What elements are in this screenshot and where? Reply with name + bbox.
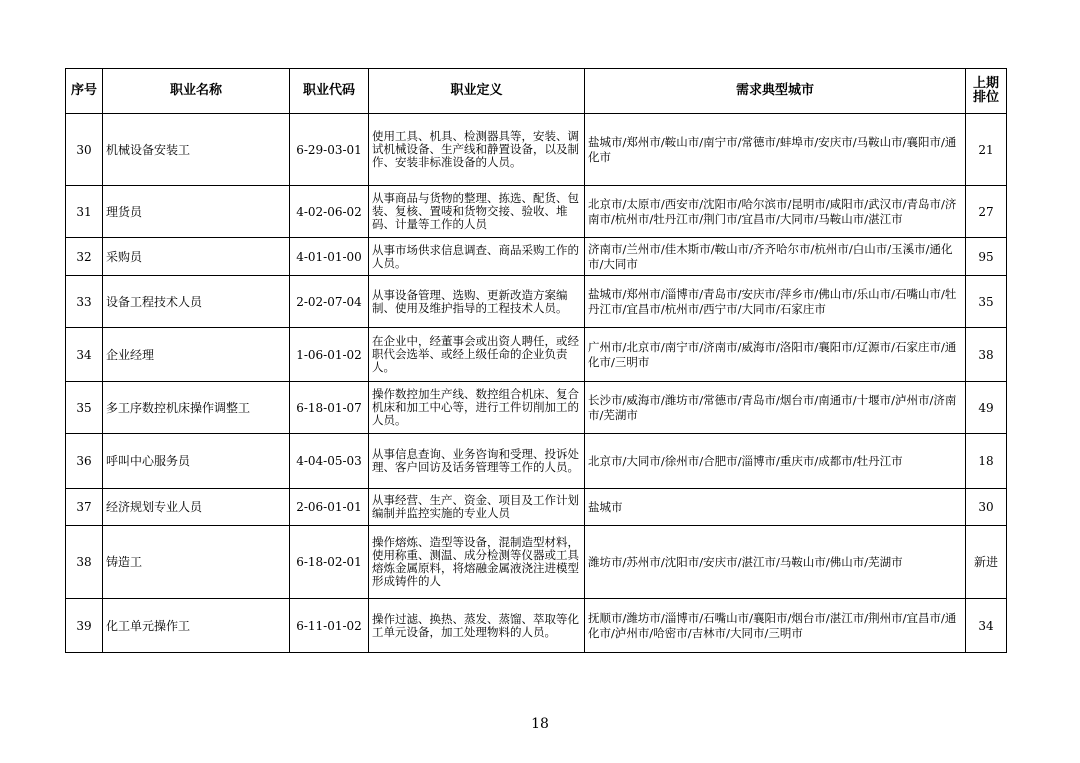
row-definition: 从事信息查询、业务咨询和受理、投诉处理、客户回访及话务管理等工作的人员。 (369, 434, 585, 489)
row-name: 企业经理 (103, 328, 290, 382)
row-name: 多工序数控机床操作调整工 (103, 382, 290, 434)
row-definition: 操作熔炼、造型等设备，混制造型材料，使用称重、测温、成分检测等仪器或工具熔炼金属原料，将熔融金属液浇注进模型形成铸件的人 (369, 526, 585, 599)
row-name: 采购员 (103, 238, 290, 276)
header-code: 职业代码 (290, 69, 369, 114)
table-row (66, 114, 1007, 186)
row-code: 2-02-07-04 (290, 276, 369, 328)
table-header-row (66, 69, 1007, 114)
row-code: 6-29-03-01 (290, 114, 369, 186)
row-prev-rank: 34 (966, 599, 1007, 653)
row-cities: 潍坊市/苏州市/沈阳市/安庆市/湛江市/马鞍山市/佛山市/芜湖市 (585, 526, 966, 599)
row-name: 呼叫中心服务员 (103, 434, 290, 489)
row-cities: 济南市/兰州市/佳木斯市/鞍山市/齐齐哈尔市/杭州市/白山市/玉溪市/通化市/大同市 (585, 238, 966, 276)
row-name: 理货员 (103, 186, 290, 238)
row-cities: 盐城市 (585, 489, 966, 526)
row-code: 6-18-02-01 (290, 526, 369, 599)
row-name: 铸造工 (103, 526, 290, 599)
row-definition: 操作过滤、换热、蒸发、蒸馏、萃取等化工单元设备，加工处理物料的人员。 (369, 599, 585, 653)
row-prev-rank: 18 (966, 434, 1007, 489)
row-code: 2-06-01-01 (290, 489, 369, 526)
table-row (66, 526, 1007, 599)
row-no: 34 (66, 328, 103, 382)
row-code: 4-01-01-00 (290, 238, 369, 276)
row-cities: 北京市/大同市/徐州市/合肥市/淄博市/重庆市/成都市/牡丹江市 (585, 434, 966, 489)
row-no: 37 (66, 489, 103, 526)
row-name: 化工单元操作工 (103, 599, 290, 653)
row-definition: 从事市场供求信息调查、商品采购工作的人员。 (369, 238, 585, 276)
row-no: 35 (66, 382, 103, 434)
header-no: 序号 (66, 69, 103, 114)
row-cities: 长沙市/威海市/潍坊市/常德市/青岛市/烟台市/南通市/十堰市/泸州市/济南市/芜湖市 (585, 382, 966, 434)
row-name: 机械设备安装工 (103, 114, 290, 186)
row-prev-rank: 49 (966, 382, 1007, 434)
table-row (66, 489, 1007, 526)
header-definition: 职业定义 (369, 69, 585, 114)
occupation-demand-table (65, 68, 1007, 653)
row-code: 1-06-01-02 (290, 328, 369, 382)
row-cities: 广州市/北京市/南宁市/济南市/威海市/洛阳市/襄阳市/辽源市/石家庄市/通化市/三明市 (585, 328, 966, 382)
row-code: 6-11-01-02 (290, 599, 369, 653)
row-prev-rank: 21 (966, 114, 1007, 186)
row-prev-rank: 新进 (966, 526, 1007, 599)
table-row (66, 382, 1007, 434)
row-code: 4-02-06-02 (290, 186, 369, 238)
row-no: 31 (66, 186, 103, 238)
row-definition: 操作数控加生产线、数控组合机床、复合机床和加工中心等，进行工件切削加工的人员。 (369, 382, 585, 434)
table-row (66, 276, 1007, 328)
row-code: 6-18-01-07 (290, 382, 369, 434)
row-no: 30 (66, 114, 103, 186)
row-definition: 从事商品与货物的整理、拣选、配货、包装、复核、置唛和货物交接、验收、堆码、计量等工作的人员 (369, 186, 585, 238)
header-prev-rank: 上期排位 (966, 69, 1007, 114)
row-prev-rank: 38 (966, 328, 1007, 382)
row-definition: 使用工具、机具、检测器具等，安装、调试机械设备、生产线和静置设备，以及制作、安装非标准设备的人员。 (369, 114, 585, 186)
row-no: 36 (66, 434, 103, 489)
table-row (66, 328, 1007, 382)
row-prev-rank: 35 (966, 276, 1007, 328)
row-prev-rank: 27 (966, 186, 1007, 238)
row-no: 38 (66, 526, 103, 599)
row-cities: 盐城市/郑州市/淄博市/青岛市/安庆市/萍乡市/佛山市/乐山市/石嘴山市/牡丹江市/宜昌市/杭州市/西宁市/大同市/石家庄市 (585, 276, 966, 328)
row-no: 33 (66, 276, 103, 328)
row-definition: 在企业中，经董事会或出资人聘任，或经职代会选举、或经上级任命的企业负责人。 (369, 328, 585, 382)
row-name: 设备工程技术人员 (103, 276, 290, 328)
row-cities: 北京市/太原市/西安市/沈阳市/哈尔滨市/昆明市/咸阳市/武汉市/青岛市/济南市/杭州市/牡丹江市/荆门市/宜昌市/大同市/马鞍山市/湛江市 (585, 186, 966, 238)
row-code: 4-04-05-03 (290, 434, 369, 489)
table-row (66, 186, 1007, 238)
row-name: 经济规划专业人员 (103, 489, 290, 526)
row-cities: 抚顺市/潍坊市/淄博市/石嘴山市/襄阳市/烟台市/湛江市/荆州市/宜昌市/通化市/泸州市/哈密市/吉林市/大同市/三明市 (585, 599, 966, 653)
row-no: 39 (66, 599, 103, 653)
row-prev-rank: 30 (966, 489, 1007, 526)
row-no: 32 (66, 238, 103, 276)
table-row (66, 434, 1007, 489)
table-row (66, 238, 1007, 276)
row-cities: 盐城市/郑州市/鞍山市/南宁市/常德市/蚌埠市/安庆市/马鞍山市/襄阳市/通化市 (585, 114, 966, 186)
table-row (66, 599, 1007, 653)
page-number: 18 (531, 716, 549, 732)
row-prev-rank: 95 (966, 238, 1007, 276)
header-cities: 需求典型城市 (585, 69, 966, 114)
row-definition: 从事设备管理、选购、更新改造方案编制、使用及维护指导的工程技术人员。 (369, 276, 585, 328)
occupation-table-container (65, 68, 1006, 653)
header-name: 职业名称 (103, 69, 290, 114)
row-definition: 从事经营、生产、资金、项目及工作计划编制并监控实施的专业人员 (369, 489, 585, 526)
